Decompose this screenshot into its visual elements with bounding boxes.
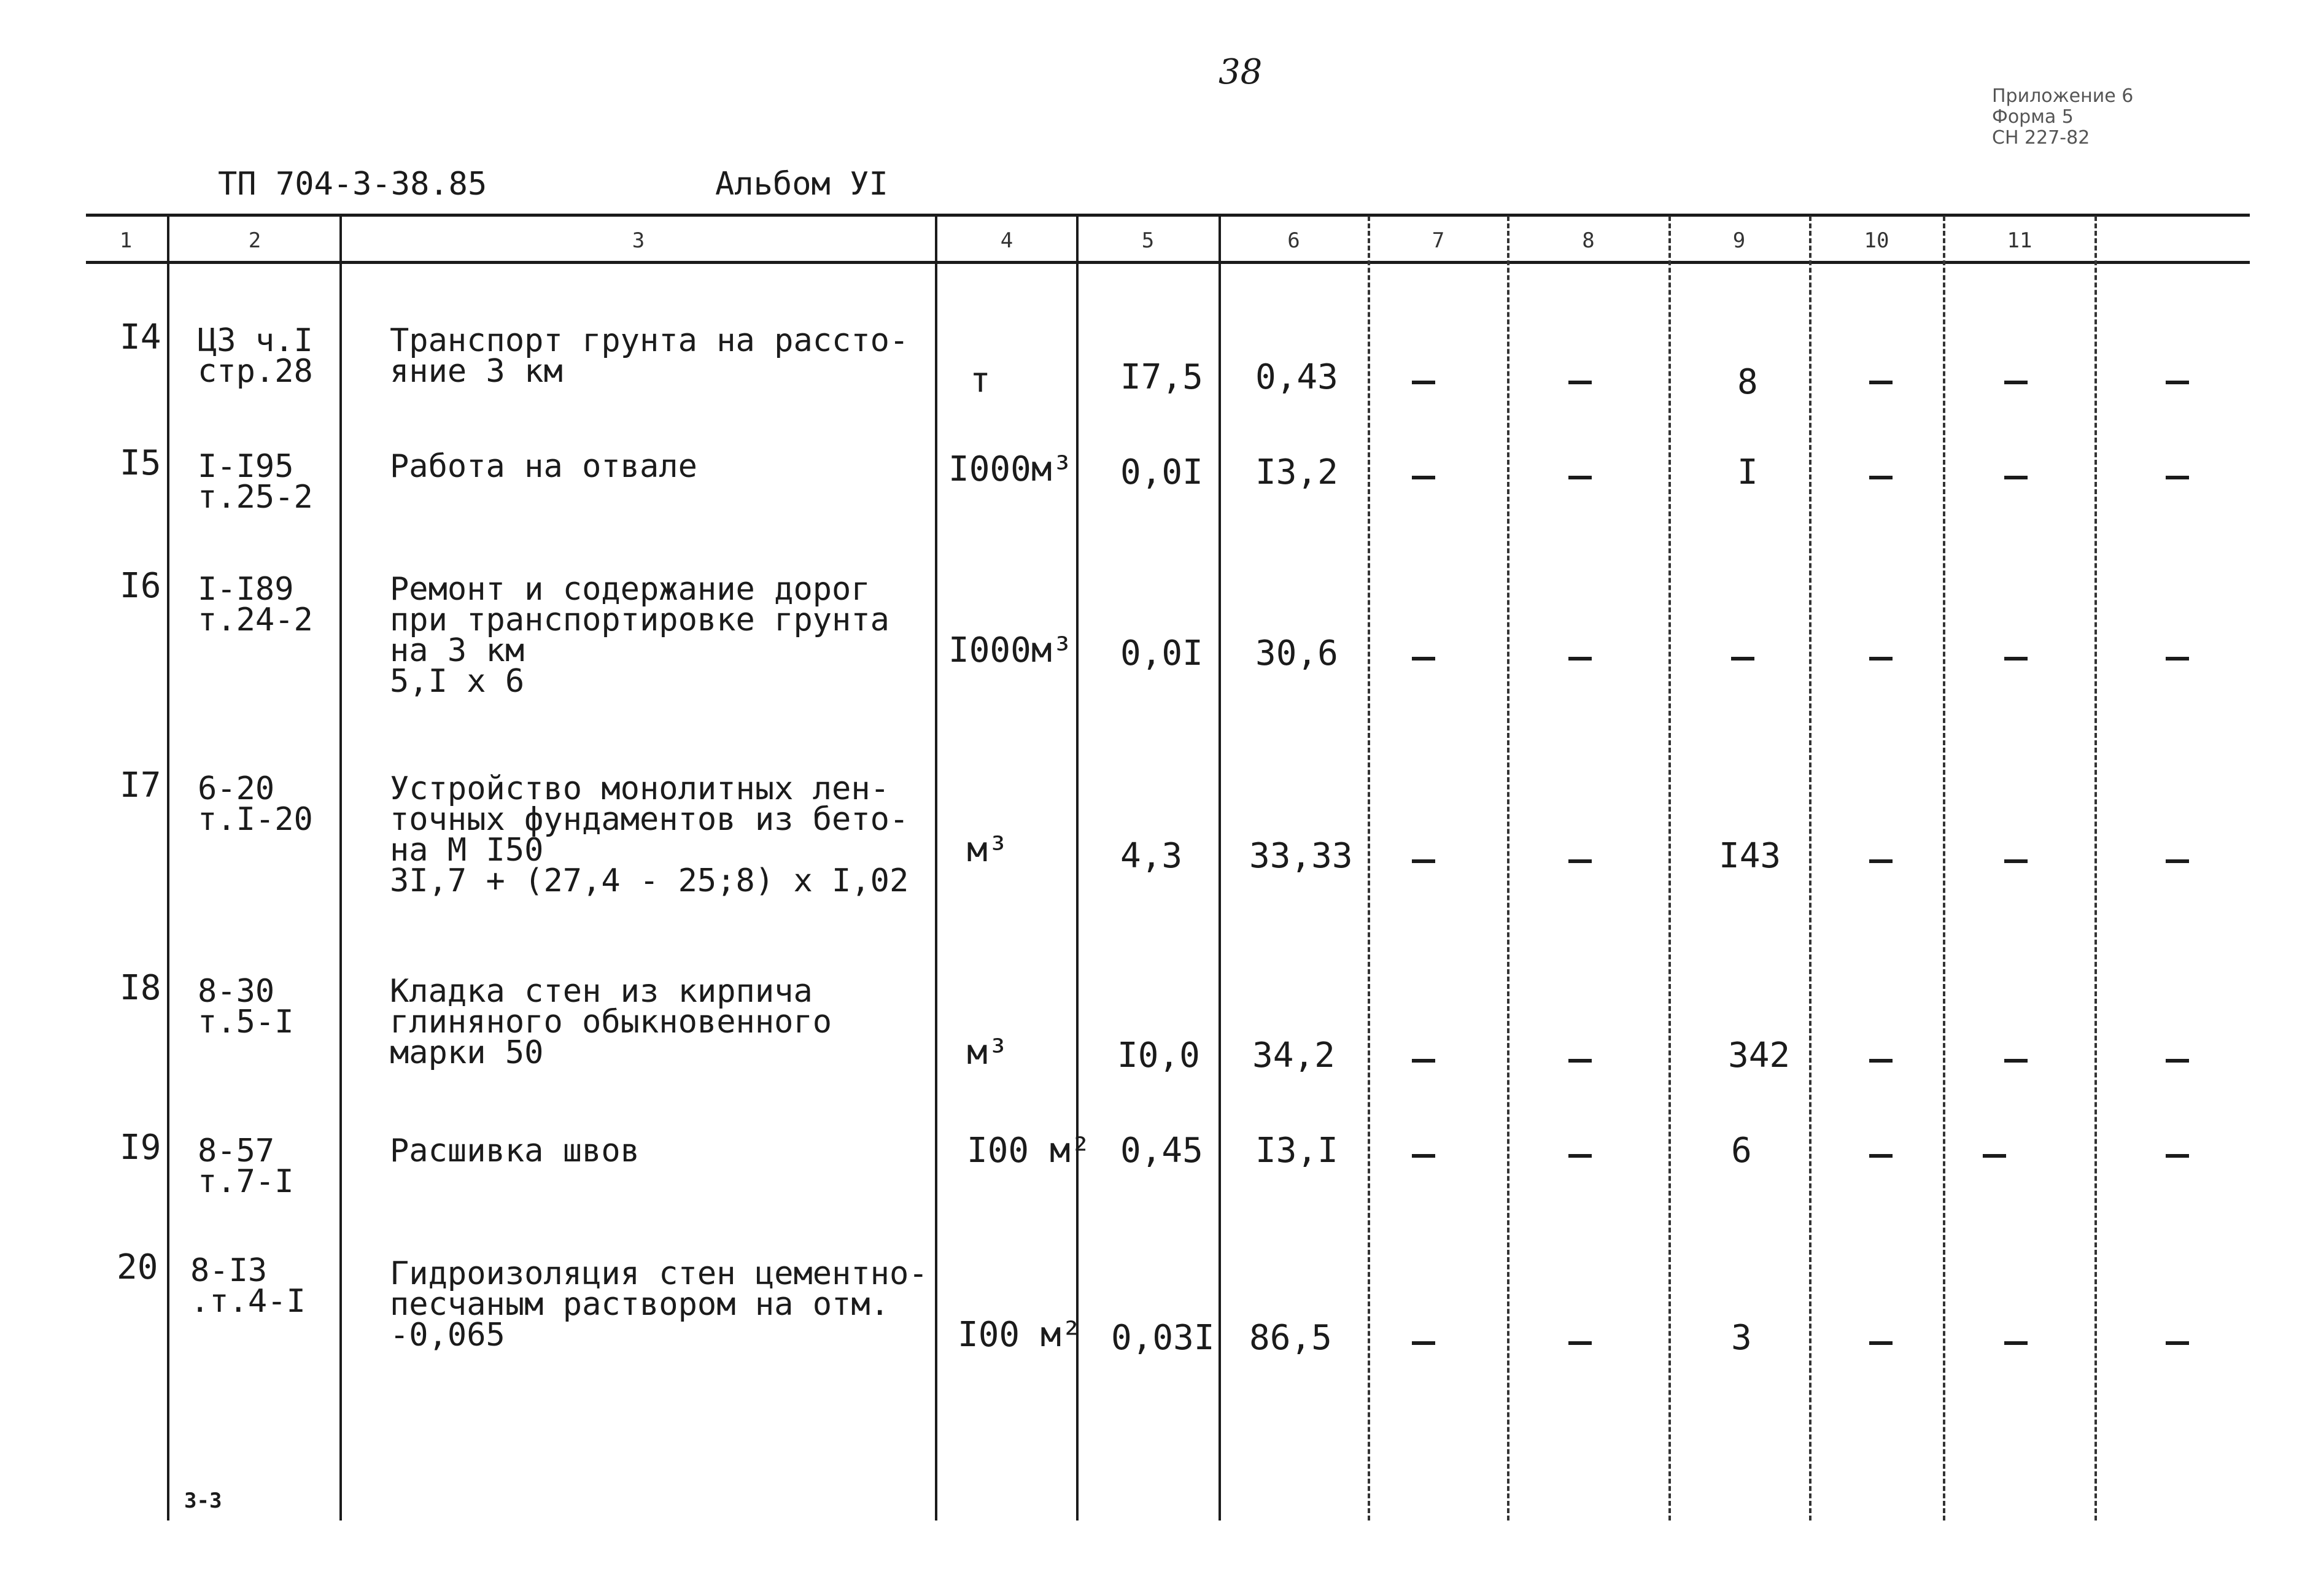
unit: I000м³ [948, 630, 1073, 670]
stamp-line-1: Приложение 6 [1992, 85, 2134, 107]
quantity: 0,03I [1111, 1318, 1215, 1358]
stamp-line-3: СН 227-82 [1992, 127, 2090, 149]
empty-dash [1869, 476, 1893, 479]
unit: м³ [967, 1032, 1009, 1072]
work-description: Кладка стен из кирпича глиняного обыкновенного марки 50 [390, 973, 832, 1071]
empty-dash [1568, 476, 1592, 479]
quantity: 4,3 [1120, 836, 1183, 876]
row-number: I4 [120, 317, 161, 357]
empty-dash [2004, 1341, 2028, 1345]
quantity: I7,5 [1120, 357, 1203, 397]
empty-dash [1412, 381, 1435, 384]
rate: 86,5 [1249, 1318, 1332, 1358]
empty-dash [2166, 859, 2189, 863]
empty-dash [1568, 1059, 1592, 1063]
norm-code: I-I89 т.24-2 [198, 571, 313, 638]
norm-code: 8-30 т.5-I [198, 973, 294, 1040]
empty-dash [2166, 1341, 2189, 1345]
col-divider-2 [339, 216, 342, 1520]
empty-dash [1568, 1154, 1592, 1158]
empty-dash [2004, 476, 2028, 479]
empty-dash [2004, 1059, 2028, 1063]
value-col-9: I [1737, 452, 1758, 492]
empty-dash [2004, 657, 2028, 660]
norm-code: I-I95 т.25-2 [198, 448, 313, 516]
quantity: 0,0I [1120, 452, 1203, 492]
row-number: I7 [120, 765, 161, 805]
rate: I3,2 [1255, 452, 1338, 492]
column-number: 11 [2007, 228, 2032, 253]
rate: 34,2 [1252, 1036, 1335, 1075]
unit: т [970, 360, 991, 400]
sheet-footer-code: 3-3 [184, 1489, 222, 1513]
column-number: 4 [1000, 228, 1013, 253]
col-divider-11 [2094, 216, 2097, 1520]
empty-dash [1568, 657, 1592, 660]
column-number: 7 [1432, 228, 1445, 253]
rate: 0,43 [1255, 357, 1338, 397]
row-number: I9 [120, 1128, 161, 1168]
norm-code: 8-57 т.7-I [198, 1133, 294, 1200]
col-divider-10 [1943, 216, 1945, 1520]
empty-dash [1869, 1341, 1893, 1345]
col-divider-9 [1809, 216, 1811, 1520]
column-number: 5 [1141, 228, 1155, 253]
empty-dash [1869, 859, 1893, 863]
unit: I000м³ [948, 449, 1073, 489]
column-number: 1 [119, 228, 133, 253]
column-number: 2 [248, 228, 262, 253]
empty-dash [2166, 1059, 2189, 1063]
document-code: ТП 704-3-38.85 [218, 166, 487, 203]
col-divider-8 [1668, 216, 1671, 1520]
empty-dash [1412, 1341, 1435, 1345]
empty-dash [1869, 1154, 1893, 1158]
col-divider-7 [1507, 216, 1509, 1520]
row-number: I5 [120, 443, 161, 483]
value-col-9: 8 [1737, 362, 1758, 402]
empty-dash [1731, 657, 1754, 660]
empty-dash [2166, 1154, 2189, 1158]
row-number: I8 [120, 968, 161, 1008]
column-number: 9 [1732, 228, 1746, 253]
column-number: 3 [632, 228, 645, 253]
col-divider-6 [1368, 216, 1370, 1520]
value-col-9: 6 [1731, 1131, 1752, 1171]
unit: I00 м² [958, 1315, 1082, 1355]
rate: 33,33 [1249, 836, 1353, 876]
work-description: Расшивка швов [390, 1133, 640, 1169]
value-col-9: 342 [1728, 1036, 1791, 1075]
quantity: I0,0 [1117, 1036, 1200, 1075]
work-description: Ремонт и содержание дорог при транспортировке грунта на 3 км 5,I x 6 [390, 571, 889, 700]
rate: I3,I [1255, 1131, 1338, 1171]
empty-dash [2166, 476, 2189, 479]
row-number: 20 [117, 1247, 158, 1287]
unit: м³ [967, 830, 1009, 870]
col-divider-1 [167, 216, 169, 1520]
empty-dash [1568, 381, 1592, 384]
empty-dash [1412, 1059, 1435, 1063]
page-number: 38 [1219, 52, 1263, 92]
empty-dash [1568, 1341, 1592, 1345]
empty-dash [2004, 859, 2028, 863]
empty-dash [1412, 859, 1435, 863]
quantity: 0,0I [1120, 633, 1203, 673]
column-number: 10 [1864, 228, 1889, 253]
col-divider-5 [1219, 216, 1221, 1520]
value-col-9: 3 [1731, 1318, 1752, 1358]
empty-dash [1869, 381, 1893, 384]
unit: I00 м² [967, 1131, 1091, 1171]
col-divider-3 [935, 216, 937, 1520]
stamp-line-2: Форма 5 [1992, 106, 2074, 128]
quantity: 0,45 [1120, 1131, 1203, 1171]
norm-code: Ц3 ч.I стр.28 [198, 322, 313, 390]
empty-dash [2166, 381, 2189, 384]
norm-code: 8-I3 .т.4-I [190, 1252, 306, 1320]
empty-dash [1568, 859, 1592, 863]
work-description: Устройство монолитных лен- точных фундаментов из бето- на М I50 3I,7 + (27,4 - 25;8) x I,02 [390, 770, 909, 899]
empty-dash [1983, 1154, 2006, 1158]
empty-dash [2166, 657, 2189, 660]
column-number: 8 [1582, 228, 1595, 253]
header-bottom-rule [86, 261, 2250, 264]
empty-dash [1412, 1154, 1435, 1158]
value-col-9: I43 [1719, 836, 1781, 876]
column-number: 6 [1287, 228, 1300, 253]
empty-dash [2004, 381, 2028, 384]
form-stamp [1992, 86, 2133, 149]
empty-dash [1869, 1059, 1893, 1063]
rate: 30,6 [1255, 633, 1338, 673]
empty-dash [1412, 476, 1435, 479]
empty-dash [1869, 657, 1893, 660]
row-number: I6 [120, 566, 161, 606]
work-description: Гидроизоляция стен цементно- песчаным раствором на отм. -0,065 [390, 1255, 928, 1354]
work-description: Транспорт грунта на рассто- яние 3 км [390, 322, 909, 390]
empty-dash [1412, 657, 1435, 660]
album-label: Альбом УI [715, 166, 888, 203]
norm-code: 6-20 т.I-20 [198, 770, 313, 838]
work-description: Работа на отвале [390, 448, 697, 485]
table-top-rule [86, 214, 2250, 217]
